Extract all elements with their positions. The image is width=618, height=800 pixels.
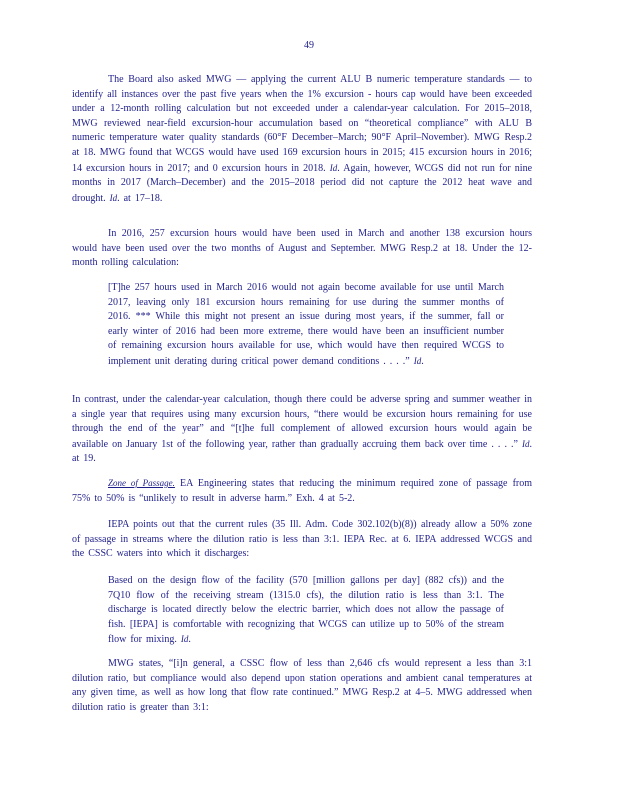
- paragraph-text: In 2016, 257 excursion hours would have been used in March and another 138 excursion hours would have been used over the two months of August and September. MWG Resp.2 at 18. Under the 12-month rolling calculation:: [72, 228, 532, 269]
- citation-id: Id: [109, 192, 118, 203]
- block-quote-rolling: [72, 281, 532, 370]
- paragraph-text: EA Engineering states that reducing the minimum required zone of passage from 75% to 50% is “unlikely to result in adverse harm.” Exh. 4 at 5-2.: [72, 478, 533, 504]
- page-number: 49: [304, 40, 314, 51]
- paragraph-mwg-dilution: [72, 657, 532, 715]
- quote-end: .: [421, 355, 424, 367]
- paragraph-text: MWG states, “[i]n general, a CSSC flow of less than 2,646 cfs would represent a less than 3:1 dilution ratio, but compliance would also depend upon station operations and ambient canal temperatures at any given time, as well as how long that flow rate continued.” MWG Resp.2 at 4–5. MWG addressed when dilution ratio is greater than 3:1:: [72, 658, 532, 713]
- quote-text: Based on the design flow of the facility (570 [million gallons per day] (882 cfs)) and the 7Q10 flow of the receiving stream (1315.0 cfs), the dilution ratio is less than 3:1. The discharge is located directly below the electric barrier, which does not allow the passage of fish. [IEPA] is comfortable with recognizing that WCGS can utilize up to 50% of the stream flow for mixing.: [108, 575, 504, 646]
- paragraph-text: . Again, however, WCGS did not run for nine months in 2017 (March–December) and the 2015–2018 period did not capture the 2012 heat wave and drought.: [72, 162, 533, 204]
- citation-id: Id: [522, 438, 530, 449]
- paragraph-calendar-year: [72, 393, 532, 467]
- paragraph-text: The Board also asked MWG — applying the current ALU B numeric temperature standards — to identify all instances over the past five years when the 1% excursion - hours cap would have been exceeded under a 12-month rolling calculation but not exceeded under a calendar-year calculation. For 2015–2018, MWG reviewed near-field excursion-hour accumulation based on “theoretical compliance” with ALU B numeric temperature water quality standards (60°F December–March; 90°F April–November). MWG Resp.2 at 18. MWG found that WCGS would have used 169 excursion hours in 2015; 415 excursion hours in 2016; 14 excursion hours in 2017; and 0 excursion hours in 2018.: [72, 74, 532, 174]
- paragraph-text: In contrast, under the calendar-year calculation, though there could be adverse spring and summer weather in a single year that requires using many excursion hours, “there would be excursion hours remaining for use through the end of the year” and “[t]he full complement of allowed excursion hours would again be available on January 1st of the following year, rather than gradually accruing them back over time . . . .”: [72, 394, 532, 450]
- quote-text: [T]he 257 hours used in March 2016 would not again become available for use until March 2017, leaving only 181 excursion hours remaining for use during the summer months of 2016. *** While this might not present an issue during most years, if the summer, fall or early winter of 2016 had been more extreme, there would have been an insufficient number of remaining excursion hours available for use, which would have then required WCGS to implement unit derating during critical power demand conditions . . . .”: [108, 282, 504, 367]
- citation-id: Id: [180, 634, 189, 645]
- section-heading: Zone of Passage.: [108, 478, 175, 488]
- paragraph-iepa: [72, 518, 532, 562]
- paragraph-2016-hours: [72, 227, 532, 271]
- paragraph-zone-of-passage: [72, 476, 532, 506]
- block-quote-iepa: [72, 574, 532, 648]
- paragraph-board-request: [72, 73, 532, 206]
- citation-id: Id: [329, 162, 338, 173]
- paragraph-text: IEPA points out that the current rules (35 Ill. Adm. Code 302.102(b)(8)) already allow a 50% zone of passage in streams where the dilution ratio is less than 3:1. IEPA Rec. at 6. IEPA addressed WCGS and the CSSC waters into which it discharges:: [72, 519, 532, 560]
- paragraph-text: . at 17–18.: [117, 192, 163, 204]
- paragraph-text: . at 19.: [72, 438, 533, 465]
- quote-end: .: [188, 634, 191, 646]
- citation-id: Id: [413, 355, 422, 366]
